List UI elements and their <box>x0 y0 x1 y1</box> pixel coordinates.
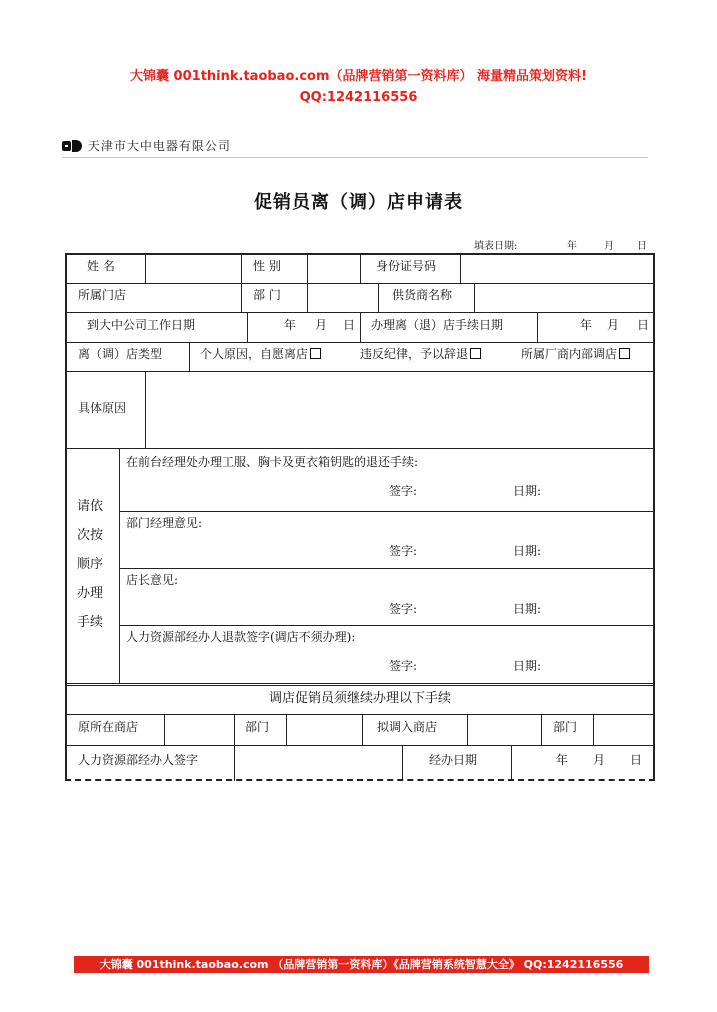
orig-dept-label: 部门 <box>245 720 270 734</box>
store-label: 所属门店 <box>78 288 127 302</box>
top-banner-qq: QQ:1242116556 <box>299 90 418 105</box>
step-4-text: 人力资源部经办人退款签字(调店不须办理): <box>126 630 356 644</box>
form-title: 促销员离（调）店申请表 <box>254 192 463 213</box>
reason-label: 具体原因 <box>78 401 127 415</box>
target-dept-label: 部门 <box>553 720 578 734</box>
side-line-3: 顺序 <box>77 557 104 572</box>
bottom-banner: 大锦囊 001think.taobao.com （品牌营销第一资料库）《品牌营销系统智慧大全》 QQ:1242116556 <box>74 956 649 973</box>
step-1-text: 在前台经理处办理工服、胸卡及更衣箱钥匙的退还手续: <box>126 455 419 469</box>
handle-date-year: 年 <box>556 753 569 767</box>
process-date-label: 办理离（退）店手续日期 <box>371 318 504 332</box>
d-logo-icon <box>62 139 84 153</box>
step-4-date: 日期: <box>513 659 542 673</box>
side-line-1: 请依 <box>77 499 104 514</box>
transfer-header: 调店促销员须继续办理以下手续 <box>268 691 451 706</box>
option-transfer[interactable] <box>521 347 630 361</box>
gender-label: 性 别 <box>253 259 281 273</box>
side-line-4: 办理 <box>77 586 104 601</box>
side-line-2: 次按 <box>77 528 104 543</box>
target-store-label: 拟调入商店 <box>377 720 438 734</box>
step-2-sign: 签字: <box>389 544 418 558</box>
handle-date-day: 日 <box>630 753 643 767</box>
work-date-year: 年 <box>284 318 297 332</box>
handle-date-label: 经办日期 <box>429 753 478 767</box>
step-3-date: 日期: <box>513 602 542 616</box>
step-1-date: 日期: <box>513 484 542 498</box>
fill-date-month: 月 <box>604 241 614 252</box>
company-name: 天津市大中电器有限公司 <box>87 139 231 153</box>
option-violation[interactable] <box>360 347 481 361</box>
orig-store-label: 原所在商店 <box>78 720 139 734</box>
option-personal[interactable] <box>200 347 321 361</box>
supplier-label: 供货商名称 <box>392 288 453 302</box>
option-personal-text: 个人原因，自愿离店 <box>200 347 309 361</box>
company-header <box>62 137 648 158</box>
name-label: 姓 名 <box>87 259 115 273</box>
step-3-sign: 签字: <box>389 602 418 616</box>
checkbox-violation[interactable] <box>470 348 481 359</box>
application-form <box>65 253 655 781</box>
work-date-label: 到大中公司工作日期 <box>87 318 196 332</box>
fill-date-year: 年 <box>567 241 577 252</box>
step-1-sign: 签字: <box>389 484 418 498</box>
option-violation-text: 违反纪律，予以辞退 <box>360 347 469 361</box>
step-2-date: 日期: <box>513 544 542 558</box>
top-banner-line1: 大锦囊 001think.taobao.com（品牌营销第一资料库） 海量精品策划资料! <box>130 69 587 84</box>
process-date-month: 月 <box>607 318 620 332</box>
work-date-month: 月 <box>315 318 328 332</box>
process-date-year: 年 <box>580 318 593 332</box>
checkbox-transfer[interactable] <box>619 348 630 359</box>
work-date-day: 日 <box>343 318 356 332</box>
dept-label: 部 门 <box>253 288 281 302</box>
option-transfer-text: 所属厂商内部调店 <box>521 347 618 361</box>
process-date-day: 日 <box>637 318 650 332</box>
handle-date-month: 月 <box>593 753 606 767</box>
leave-type-label: 离（调）店类型 <box>78 347 163 361</box>
step-2-text: 部门经理意见: <box>126 516 203 530</box>
id-number-label: 身份证号码 <box>376 259 437 273</box>
hr-sign-label: 人力资源部经办人签字 <box>78 753 199 767</box>
step-4-sign: 签字: <box>389 659 418 673</box>
fill-date-label: 填表日期: <box>474 241 518 252</box>
checkbox-personal[interactable] <box>310 348 321 359</box>
fill-date-day: 日 <box>637 241 647 252</box>
side-line-5: 手续 <box>77 615 104 630</box>
step-3-text: 店长意见: <box>126 573 179 587</box>
